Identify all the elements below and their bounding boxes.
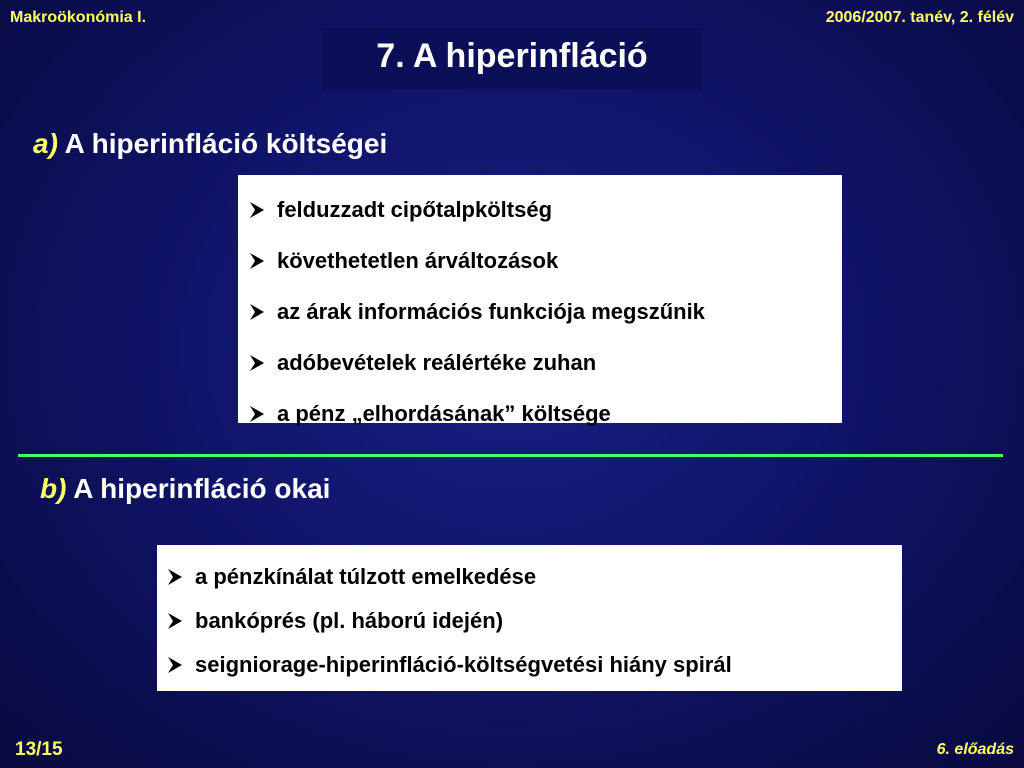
arrowhead-bullet-icon [167, 612, 185, 630]
arrowhead-bullet-icon [249, 303, 267, 321]
section-a-heading [33, 128, 387, 160]
section-b-letter: b) [40, 473, 67, 504]
list-item-text: követhetetlen árváltozások [277, 247, 559, 273]
section-b-heading [40, 473, 330, 505]
list-item [157, 555, 902, 599]
list-item [238, 235, 842, 286]
lecture-label: 6. előadás [936, 741, 1014, 758]
list-item-text: az árak információs funkciója megszűnik [277, 298, 705, 324]
arrowhead-bullet-icon [249, 405, 267, 423]
course-title: Makroökonómia I. [10, 9, 147, 26]
arrowhead-bullet-icon [249, 201, 267, 219]
section-divider [18, 454, 1003, 457]
semester-label: 2006/2007. tanév, 2. félév [825, 9, 1014, 26]
page-number: 13/15 [15, 739, 63, 760]
list-item [238, 337, 842, 388]
list-item [157, 599, 902, 643]
arrowhead-bullet-icon [167, 568, 185, 586]
costs-list-box [238, 175, 842, 426]
arrowhead-bullet-icon [249, 252, 267, 270]
section-a-letter: a) [33, 128, 58, 159]
list-item-text: adóbevételek reálértéke zuhan [277, 349, 597, 375]
list-item [238, 184, 842, 235]
arrowhead-bullet-icon [249, 354, 267, 372]
list-item [157, 643, 902, 687]
section-a-title: A hiperinfláció költségei [64, 128, 388, 159]
list-item-text: seigniorage-hiperinfláció-költségvetési hiány spirál [195, 652, 732, 677]
causes-list-box [157, 545, 902, 691]
section-b-title: A hiperinfláció okai [73, 473, 331, 504]
list-item [238, 388, 842, 439]
list-item-text: a pénzkínálat túlzott emelkedése [195, 564, 537, 589]
list-item [238, 286, 842, 337]
list-item-text: a pénz „elhordásának” költsége [277, 400, 611, 426]
arrowhead-bullet-icon [167, 656, 185, 674]
list-item-text: felduzzadt cipőtalpköltség [277, 196, 553, 222]
slide-title: 7. A hiperinfláció [376, 37, 648, 75]
list-item-text: bankóprés (pl. háború idején) [195, 608, 504, 633]
